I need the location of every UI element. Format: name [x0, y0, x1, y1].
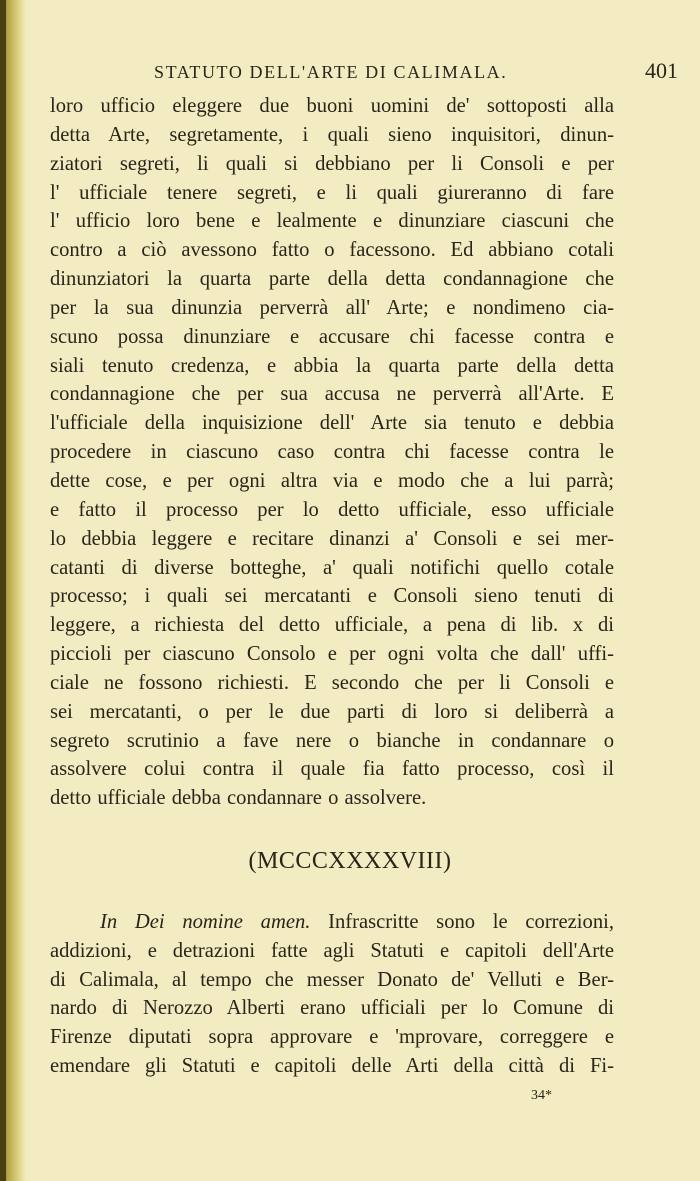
text-line: sei mercatanti, o per le due parti di loro si deliberrà a: [50, 700, 614, 723]
text-line: ciale ne fossono richiesti. E secondo che per li Consoli e: [50, 671, 614, 694]
text-line: dinunziatori la quarta parte della detta condannagione che: [50, 268, 614, 291]
text-line: condannagione che per sua accusa ne perverrà all'Arte. E: [50, 383, 614, 406]
text-line: l'ufficiale della inquisizione dell' Arte sia tenuto e debbia: [50, 412, 614, 435]
text-line: l' ufficio loro bene e lealmente e dinunziare ciascuni che: [50, 210, 614, 233]
text-line: per la sua dinunzia perverrà all' Arte; e nondimeno cia-: [50, 296, 614, 319]
text-line: detto ufficiale debba condannare o assolvere.: [50, 787, 427, 810]
text-line: assolvere colui contra il quale fia fatto processo, così il: [50, 758, 614, 781]
text-line: procedere in ciascuno caso contra chi facesse contra le: [50, 441, 614, 464]
italic-invocation: In Dei nomine amen.: [100, 911, 311, 933]
text-line: catanti di diverse botteghe, a' quali notifichi quello cotale: [50, 556, 614, 579]
text-line: piccioli per ciascuno Consolo e per ogni volta che dall' uffi-: [50, 643, 614, 666]
text-line: leggere, a richiesta del detto ufficiale, a pena di lib. x di: [50, 614, 614, 637]
section-heading: (MCCCXXXXVIII): [248, 848, 452, 874]
text-line: scuno possa dinunziare e accusare chi facesse contra e: [50, 325, 614, 348]
text-line-first: [50, 908, 614, 937]
text-line: loro ufficio eleggere due buoni uomini de' sottoposti alla: [50, 95, 614, 117]
page-number: 401: [645, 58, 678, 83]
first-line-rest: Infrascritte sono le correzioni,: [328, 911, 614, 933]
running-title: STATUTO DELL'ARTE DI CALIMALA.: [154, 62, 508, 82]
body-paragraph: [50, 92, 614, 813]
text-line: emendare gli Statuti e capitoli delle Arti della città di Fi-: [50, 1054, 614, 1077]
text-line: ziatori segreti, li quali si debbiano per li Consoli e per: [50, 152, 614, 175]
text-line: nardo di Nerozzo Alberti erano ufficiali per lo Comune di: [50, 997, 614, 1020]
text-line: segreto scrutinio a fave nere o bianche in condannare o: [50, 729, 614, 752]
text-line: di Calimala, al tempo che messer Donato de' Velluti e Ber-: [50, 968, 614, 991]
text-line: siali tenuto credenza, e abbia la quarta parte della detta: [50, 354, 614, 377]
text-line: Firenze diputati sopra approvare e 'mprovare, correggere e: [50, 1026, 614, 1049]
text-line: l' ufficiale tenere segreti, e li quali giureranno di fare: [50, 181, 614, 204]
text-line: processo; i quali sei mercatanti e Consoli sieno tenuti di: [50, 585, 614, 608]
signature-mark: 34*: [531, 1088, 552, 1103]
text-line: contro a ciò avessono fatto o facessono. Ed abbiano cotali: [50, 239, 614, 262]
text-line: lo debbia leggere e recitare dinanzi a' Consoli e sei mer-: [50, 527, 614, 550]
page-header: [50, 58, 680, 88]
text-line: e fatto il processo per lo detto ufficiale, esso ufficiale: [50, 498, 614, 521]
text-line: addizioni, e detrazioni fatte agli Statuti e capitoli dell'Arte: [50, 939, 614, 962]
section-paragraph: [50, 908, 614, 1081]
text-line: detta Arte, segretamente, i quali sieno inquisitori, dinun-: [50, 123, 614, 146]
text-line: dette cose, e per ogni altra via e modo che a lui parrà;: [50, 469, 614, 492]
page-spine-edge: [0, 0, 6, 1181]
